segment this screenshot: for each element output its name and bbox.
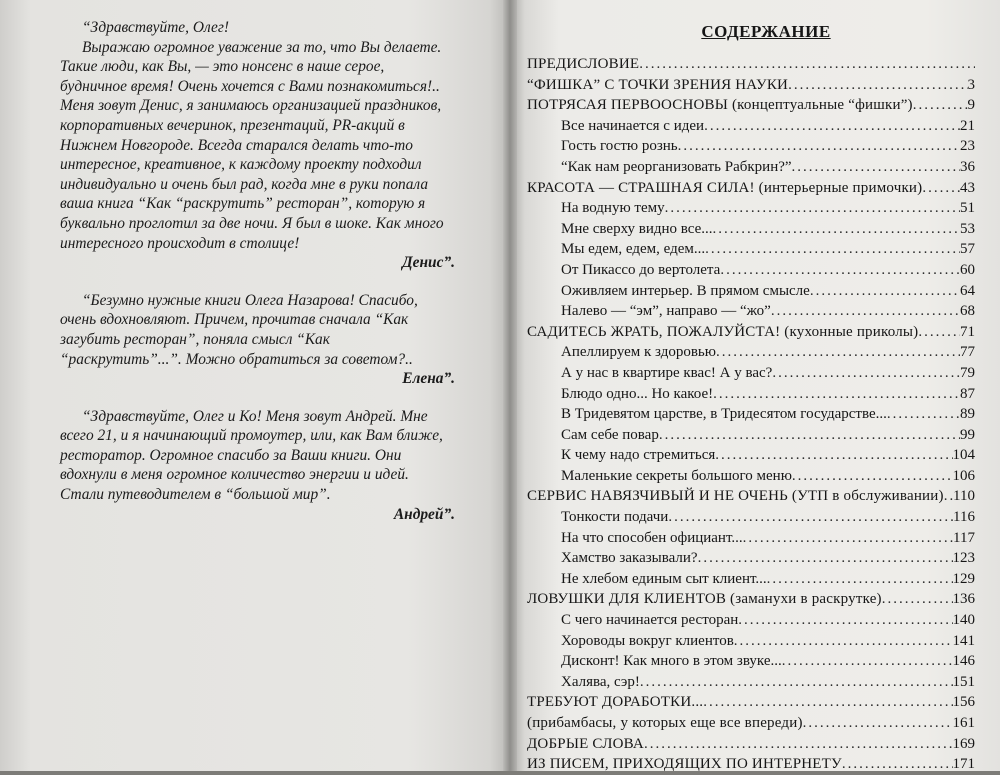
letters-column: [60, 18, 455, 542]
toc-subentry: [527, 384, 975, 405]
toc-page-number: 146: [952, 653, 975, 670]
letter-elena: [60, 291, 455, 389]
toc-entry-title: ПРЕДИСЛОВИЕ: [527, 56, 640, 72]
toc-subentry: [527, 219, 975, 240]
toc-entry-title: “Как нам реорганизовать Рабкрин?”: [561, 158, 792, 175]
toc-entry-title: Блюдо одно... Но какое!: [561, 385, 714, 402]
toc-subentry: [527, 136, 975, 157]
toc-entry-title: СЕРВИС НАВЯЗЧИВЫЙ И НЕ ОЧЕНЬ (УТП в обслуживании): [527, 488, 944, 505]
toc-entry-title: ЛОВУШКИ ДЛЯ КЛИЕНТОВ (заманухи в раскрутке): [527, 591, 882, 608]
letter-signature: Денис”.: [402, 254, 455, 272]
toc-leader-dots: [772, 363, 960, 384]
toc-page-number: 89: [960, 406, 975, 423]
toc-subentry: [527, 548, 975, 569]
toc-entry-title: А у нас в квартире квас! А у вас?: [561, 364, 773, 381]
toc-page-number: 116: [953, 509, 975, 526]
toc-entry-title: Апеллируем к здоровью: [561, 344, 716, 361]
toc-page-number: 106: [952, 467, 975, 484]
toc-entry-title: ПОТРЯСАЯ ПЕРВООСНОВЫ (концептуальные “фишки”): [527, 97, 913, 114]
toc-page-number: 161: [952, 715, 975, 731]
toc-page-number: 64: [960, 282, 975, 299]
toc-leader-dots: [767, 569, 953, 590]
toc-subentry: [527, 363, 975, 384]
toc-leader-dots: [716, 342, 960, 363]
toc-page-number: 21: [960, 117, 975, 134]
toc-leader-dots: [842, 754, 953, 775]
toc-page-number: 3: [967, 76, 975, 93]
toc-entry-title: Халява, сэр!: [561, 673, 640, 690]
toc-leader-dots: [665, 198, 960, 219]
toc-entry-title: Не хлебом единым сыт клиент...: [561, 570, 767, 587]
toc-page-number: 151: [952, 673, 975, 690]
toc-page-number: 53: [960, 220, 975, 237]
toc-entry: [527, 754, 975, 775]
toc-subentry: [527, 301, 975, 322]
toc-entry-title: Дисконт! Как много в этом звуке...: [561, 653, 782, 670]
toc-page-number: 57: [960, 241, 975, 258]
toc-entry-title: На водную тему: [561, 200, 665, 217]
toc-leader-dots: [771, 301, 960, 322]
toc-leader-dots: [713, 219, 960, 240]
toc-entry: [527, 486, 975, 507]
toc-page-number: 171: [952, 756, 975, 773]
toc-page-number: 9: [967, 97, 975, 114]
toc-entry-title: Маленькие секреты большого меню: [561, 467, 792, 484]
toc-page-number: 129: [952, 570, 975, 587]
toc-subentry: [527, 157, 975, 178]
table-of-contents: [527, 22, 975, 775]
letter-greeting: “Здравствуйте, Олег!: [82, 19, 230, 36]
toc-page-number: 79: [960, 364, 975, 381]
toc-page-number: 123: [952, 550, 975, 567]
toc-subentry: [527, 528, 975, 549]
toc-page-number: 68: [960, 303, 975, 320]
toc-subentry: [527, 610, 975, 631]
toc-subentry: [527, 651, 975, 672]
toc-subentry: [527, 404, 975, 425]
toc-leader-dots: [678, 136, 960, 157]
letter-denis: [60, 18, 455, 273]
toc-entry-title: Мы едем, едем, едем...: [561, 241, 706, 258]
toc-entry-title: К чему надо стремиться: [561, 447, 716, 464]
toc-page-number: 51: [960, 200, 975, 217]
toc-entry: [527, 589, 975, 610]
toc-entry-title: Гость гостю рознь: [561, 138, 678, 155]
toc-entry-title: Налево — “эм”, направо — “жо”: [561, 303, 771, 320]
toc-subentry: [527, 672, 975, 693]
toc-list: [527, 54, 975, 775]
toc-entry-title: От Пикассо до вертолета: [561, 261, 721, 278]
toc-page-number: 169: [952, 735, 975, 752]
toc-subentry: [527, 116, 975, 137]
toc-page-number: 140: [952, 612, 975, 629]
toc-leader-dots: [782, 651, 953, 672]
toc-entry-title: САДИТЕСЬ ЖРАТЬ, ПОЖАЛУЙСТА! (кухонные приколы): [527, 323, 919, 340]
toc-entry-title: КРАСОТА — СТРАШНАЯ СИЛА! (интерьерные примочки): [527, 179, 923, 196]
toc-page-number: 99: [960, 426, 975, 443]
toc-subentry: [527, 507, 975, 528]
toc-entry: [527, 713, 975, 734]
toc-leader-dots: [659, 425, 960, 446]
toc-entry-title: На что способен официант...: [561, 529, 743, 546]
toc-leader-dots: [704, 116, 960, 137]
letter-body: Выражаю огромное уважение за то, что Вы делаете. Такие люди, как Вы, — это нонсенс в наше серое, будничное время! Очень хочется с Вами познакомиться!.. Меня зовут Денис, я занимаюсь организацией праздников, корпоративных вечеринок, презентаций, PR-акций в Нижнем Новгороде. Всегда старался делать что-то интересное, креативное, к каждому проекту подходил индивидуально и очень был рад, когда мне в руки попала ваша книга “Как “раскрутить” ресторан”, которую я буквально проглотил за две ночи. Я был в шоке. Как много интересного происходит в столице!: [60, 38, 444, 252]
toc-leader-dots: [698, 548, 953, 569]
toc-entry-title: ИЗ ПИСЕМ, ПРИХОДЯЩИХ ПО ИНТЕРНЕТУ: [527, 756, 842, 773]
toc-page-number: 87: [960, 385, 975, 402]
toc-leader-dots: [738, 610, 952, 631]
toc-entry: [527, 734, 975, 755]
toc-subentry: [527, 425, 975, 446]
toc-leader-dots: [788, 75, 967, 96]
toc-entry-title: Сам себе повар: [561, 426, 659, 443]
toc-subentry: [527, 281, 975, 302]
toc-leader-dots: [644, 734, 953, 755]
toc-page-number: 77: [960, 344, 975, 361]
toc-leader-dots: [803, 713, 953, 734]
toc-subentry: [527, 342, 975, 363]
toc-entry-title: Оживляем интерьер. В прямом смысле: [561, 282, 810, 299]
toc-entry-title: (прибамбасы, у которых еще все впереди): [527, 715, 803, 731]
toc-subentry: [527, 631, 975, 652]
toc-leader-dots: [734, 631, 953, 652]
toc-leader-dots: [705, 239, 960, 260]
toc-leader-dots: [720, 260, 960, 281]
toc-leader-dots: [743, 528, 953, 549]
toc-leader-dots: [640, 672, 953, 693]
toc-entry-title: Хамство заказывали?: [561, 550, 698, 567]
toc-entry: [527, 95, 975, 116]
toc-leader-dots: [887, 404, 960, 425]
toc-subentry: [527, 198, 975, 219]
toc-subentry: [527, 239, 975, 260]
toc-entry: [527, 322, 975, 343]
toc-page-number: 117: [953, 529, 975, 546]
toc-subentry: [527, 445, 975, 466]
toc-subentry: [527, 569, 975, 590]
letter-body: “Безумно нужные книги Олега Назарова! Спасибо, очень вдохновляют. Причем, прочитав сначала “Как загубить ресторан”, поняла смысл “Как “раскрутить”...”. Можно обратиться за советом?..: [60, 291, 418, 368]
toc-leader-dots: [913, 95, 968, 116]
toc-entry-title: Мне сверху видно все...: [561, 220, 713, 237]
toc-leader-dots: [715, 445, 952, 466]
toc-entry-title: Тонкости подачи: [561, 509, 669, 526]
toc-leader-dots: [810, 281, 960, 302]
letter-signature: Елена”.: [402, 370, 455, 388]
toc-page-number: 43: [960, 179, 975, 196]
toc-page-number: 141: [952, 632, 975, 649]
toc-entry-title: В Тридевятом царстве, в Тридесятом государстве...: [561, 406, 887, 423]
toc-leader-dots: [639, 54, 975, 75]
toc-page-number: 71: [960, 323, 975, 340]
toc-entry-title: “ФИШКА” С ТОЧКИ ЗРЕНИЯ НАУКИ: [527, 76, 789, 93]
toc-leader-dots: [668, 507, 953, 528]
book-gutter: [503, 0, 517, 771]
toc-leader-dots: [944, 486, 953, 507]
toc-entry-title: Все начинается с идеи: [561, 117, 705, 134]
toc-leader-dots: [703, 692, 952, 713]
toc-entry: [527, 692, 975, 713]
toc-entry: [527, 75, 975, 96]
toc-leader-dots: [713, 384, 960, 405]
toc-page-number: 136: [952, 591, 975, 608]
toc-page-number: 36: [960, 158, 975, 175]
toc-leader-dots: [882, 589, 953, 610]
toc-subentry: [527, 260, 975, 281]
toc-entry: [527, 54, 975, 75]
letter-andrey: [60, 407, 455, 525]
letter-signature: Андрей”.: [393, 505, 455, 523]
toc-leader-dots: [918, 322, 960, 343]
toc-entry: [527, 178, 975, 199]
toc-page-number: 60: [960, 261, 975, 278]
letter-body: “Здравствуйте, Олег и Ко! Меня зовут Андрей. Мне всего 21, и я начинающий промоутер, или, как Вам ближе, ресторатор. Огромное спасибо за Ваши книги. Они вдохнули в меня огромное количество энергии и идей. Стали путеводителем в “большой мир”.: [60, 407, 443, 504]
toc-entry-title: С чего начинается ресторан: [561, 612, 739, 629]
toc-leader-dots: [922, 178, 960, 199]
toc-leader-dots: [792, 157, 960, 178]
toc-page-number: 104: [952, 447, 975, 464]
toc-page-number: 156: [952, 694, 975, 711]
toc-title: СОДЕРЖАНИЕ: [701, 22, 831, 41]
toc-subentry: [527, 466, 975, 487]
toc-entry-title: ТРЕБУЮТ ДОРАБОТКИ...: [527, 694, 704, 711]
toc-entry-title: ДОБРЫЕ СЛОВА: [527, 735, 644, 752]
toc-page-number: 23: [960, 138, 975, 155]
toc-entry-title: Хороводы вокруг клиентов: [561, 632, 734, 649]
toc-leader-dots: [792, 466, 953, 487]
toc-page-number: 110: [953, 488, 975, 505]
